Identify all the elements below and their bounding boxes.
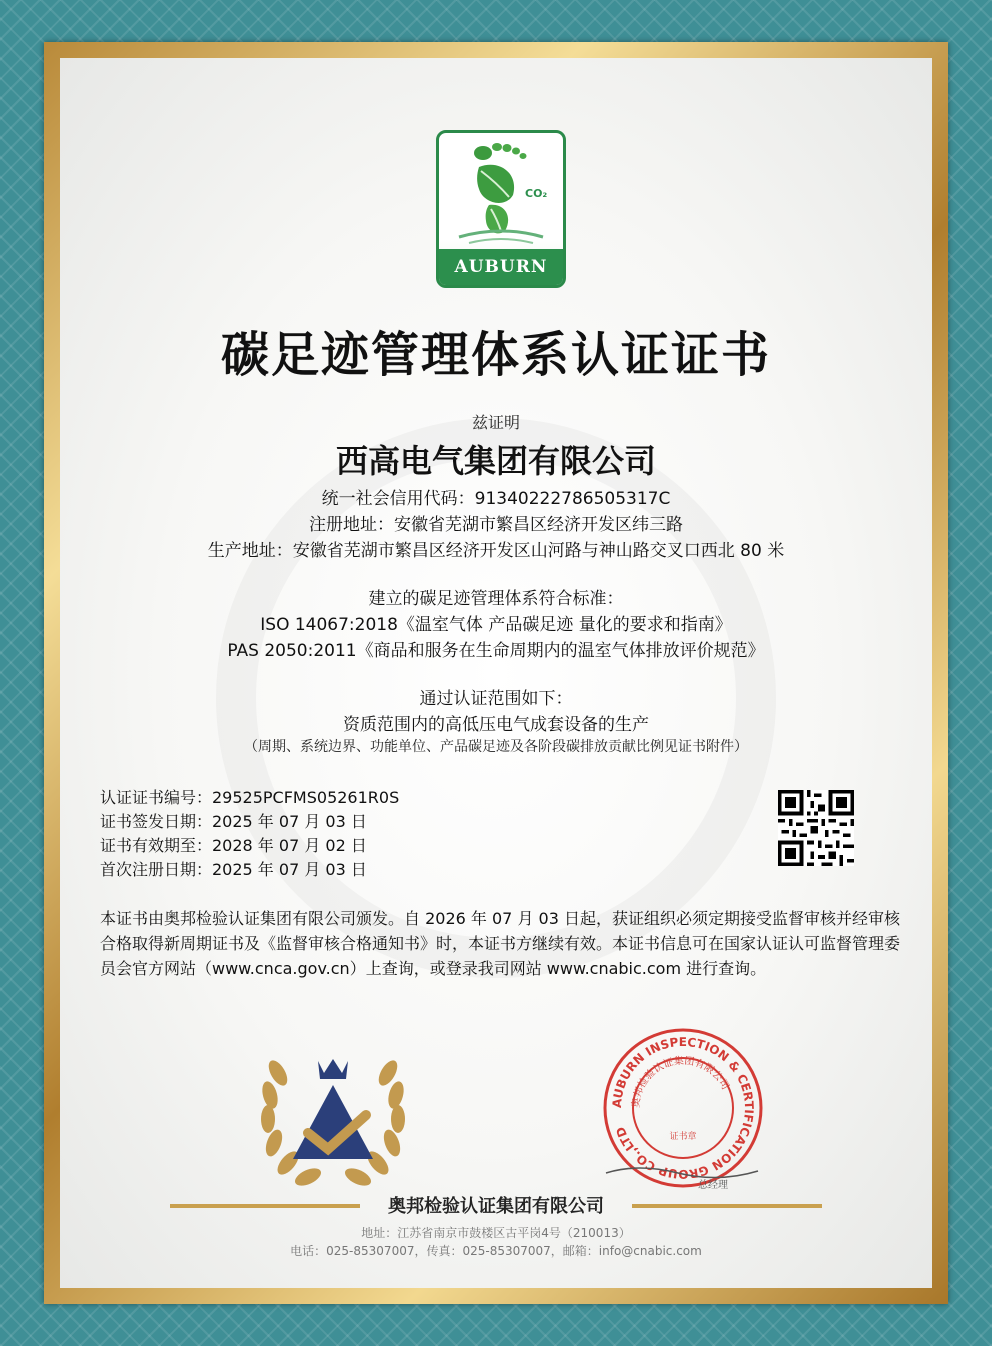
certification-scope: 资质范围内的高低压电气成套设备的生产 [343,715,649,735]
registered-address: 注册地址：安徽省芜湖市繁昌区经济开发区纬三路 [309,515,683,535]
issuer-name: 奥邦检验认证集团有限公司 [388,1196,604,1217]
logo-brand-text: AUBURN [454,257,548,277]
scope-note: （周期、系统边界、功能单位、产品碳足迹及各阶段碳排放贡献比例见证书附件） [244,739,748,755]
first-registration-date: 首次注册日期：2025 年 07 月 03 日 [100,860,367,879]
issuer-address: 地址：江苏省南京市鼓楼区古平岗4号（210013） [361,1226,631,1240]
issuer-contact: 电话：025-85307007，传真：025-85307007，邮箱：info@cnabic.com [290,1244,702,1258]
credit-code: 统一社会信用代码：91340222786505317C [321,489,671,509]
production-address: 生产地址：安徽省芜湖市繁昌区经济开发区山河路与神山路交叉口西北 80 米 [207,541,785,561]
certificate-number: 认证证书编号：29525PCFMS05261R0S [100,788,400,807]
certificate-title: 碳足迹管理体系认证证书 [220,327,771,383]
seal-inner-text: 奥邦检验认证集团有限公司 [630,1055,731,1109]
company-seal-stamp [598,1023,768,1193]
seal-stamp-label: 证书章 [669,1132,697,1142]
validity-notice: 本证书由奥邦检验认证集团有限公司颁发。自 2026 年 07 月 03 日起，获证组织必须定期接受监督审核并经审核合格取得新周期证书及《监督审核合格通知书》时，本证书方继续有效。本证书信息可在国家认证认可监督管理委员会官方网站（www.cnca.gov.cn）上查询，或登录我司网站 www.cnabic.com 进行查询。 [100,909,901,978]
certificate-details [100,786,399,882]
issue-date: 证书签发日期：2025 年 07 月 03 日 [100,812,367,831]
co2-label: CO₂ [525,187,548,200]
signature-label: 总经理 [698,1180,728,1191]
seal-ring-text: AUBURN INSPECTION & CERTIFICATION GROUP CO.,LTD [609,1034,757,1182]
standard-pas-2050: PAS 2050:2011《商品和服务在生命周期内的温室气体排放评价规范》 [227,641,765,661]
auburn-logo [436,130,566,288]
issuer-bar [170,1190,822,1220]
scope-heading: 通过认证范围如下： [419,689,573,709]
valid-until: 证书有效期至：2028 年 07 月 02 日 [100,836,367,855]
laurel-crown-emblem-icon [248,1033,418,1193]
certify-label: 兹证明 [471,413,520,432]
standard-iso-14067: ISO 14067:2018《温室气体 产品碳足迹 量化的要求和指南》 [260,615,732,635]
company-name: 西高电气集团有限公司 [335,442,656,480]
certificate-body [60,58,932,1288]
qr-code-icon[interactable] [778,790,854,866]
logo-brand-band [439,249,563,285]
standards-heading: 建立的碳足迹管理体系符合标准： [368,589,624,609]
